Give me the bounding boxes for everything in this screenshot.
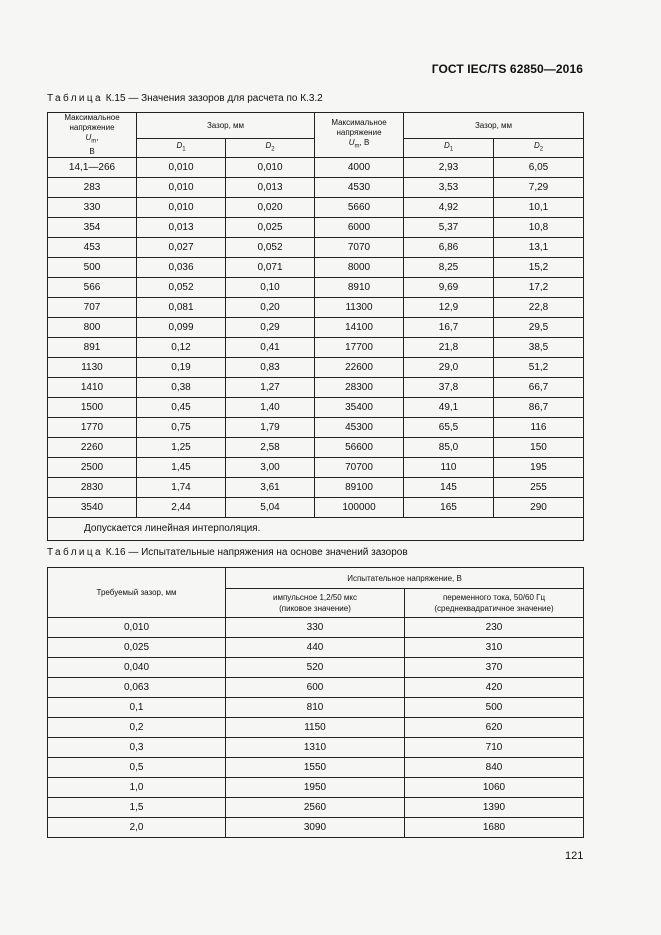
table-cell: 2,0 bbox=[48, 818, 226, 838]
table-cell: 1,5 bbox=[48, 798, 226, 818]
col-max-voltage-right: Максимальное напряжение $U_m$, В bbox=[315, 113, 404, 158]
table-cell: 891 bbox=[48, 337, 137, 357]
table-cell: 116 bbox=[494, 417, 584, 437]
table-row bbox=[48, 497, 584, 517]
col-d2-left: $D_2$ bbox=[226, 139, 315, 158]
table-cell: 1150 bbox=[226, 718, 405, 738]
table-cell: 8910 bbox=[315, 277, 404, 297]
table-cell: 89100 bbox=[315, 477, 404, 497]
table-row bbox=[48, 397, 584, 417]
table-cell: 1,25 bbox=[137, 437, 226, 457]
table-cell: 5,37 bbox=[404, 217, 494, 237]
table-cell: 0,3 bbox=[48, 738, 226, 758]
table-cell: 566 bbox=[48, 277, 137, 297]
table-cell: 620 bbox=[405, 718, 584, 738]
table-cell: 9,69 bbox=[404, 277, 494, 297]
page-number: 121 bbox=[565, 850, 584, 862]
table-cell: 1310 bbox=[226, 738, 405, 758]
table-row bbox=[48, 337, 584, 357]
table-cell: 3,00 bbox=[226, 457, 315, 477]
table-cell: 707 bbox=[48, 297, 137, 317]
table-cell: 0,19 bbox=[137, 357, 226, 377]
table-cell: 1,0 bbox=[48, 778, 226, 798]
table-cell: 7070 bbox=[315, 237, 404, 257]
table-cell: 453 bbox=[48, 237, 137, 257]
table-cell: 370 bbox=[405, 658, 584, 678]
table-cell: 1,45 bbox=[137, 457, 226, 477]
table-row bbox=[48, 257, 584, 277]
table-cell: 56600 bbox=[315, 437, 404, 457]
table-cell: 710 bbox=[405, 738, 584, 758]
table-cell: 3090 bbox=[226, 818, 405, 838]
table-row bbox=[48, 718, 584, 738]
table-cell: 2560 bbox=[226, 798, 405, 818]
table-cell: 0,10 bbox=[226, 277, 315, 297]
table-cell: 0,025 bbox=[226, 217, 315, 237]
caption-text: — Значения зазоров для расчета по К.3.2 bbox=[128, 93, 323, 104]
table-row bbox=[48, 357, 584, 377]
table-cell: 66,7 bbox=[494, 377, 584, 397]
table-cell: 22600 bbox=[315, 357, 404, 377]
table-cell: 21,8 bbox=[404, 337, 494, 357]
table-row bbox=[48, 678, 584, 698]
table-row bbox=[48, 317, 584, 337]
col-impulse: импульсное 1,2/50 мкс (пиковое значение) bbox=[226, 589, 405, 618]
table-cell: 49,1 bbox=[404, 397, 494, 417]
table-row bbox=[48, 698, 584, 718]
table-row bbox=[48, 217, 584, 237]
table-cell: 1770 bbox=[48, 417, 137, 437]
table-cell: 0,38 bbox=[137, 377, 226, 397]
table-cell: 500 bbox=[48, 257, 137, 277]
table-cell: 440 bbox=[226, 638, 405, 658]
table-cell: 0,010 bbox=[226, 157, 315, 177]
table-cell: 0,010 bbox=[48, 618, 226, 638]
table-cell: 283 bbox=[48, 177, 137, 197]
table-row bbox=[48, 177, 584, 197]
caption-number: К.16 bbox=[105, 547, 126, 558]
table-cell: 165 bbox=[404, 497, 494, 517]
caption-text: — Испытательные напряжения на основе значений зазоров bbox=[128, 547, 408, 558]
table-cell: 1,40 bbox=[226, 397, 315, 417]
table-cell: 255 bbox=[494, 477, 584, 497]
table-cell: 1,74 bbox=[137, 477, 226, 497]
table-cell: 0,75 bbox=[137, 417, 226, 437]
table-cell: 6,86 bbox=[404, 237, 494, 257]
table-cell: 1950 bbox=[226, 778, 405, 798]
table-cell: 29,0 bbox=[404, 357, 494, 377]
table-cell: 600 bbox=[226, 678, 405, 698]
table-cell: 810 bbox=[226, 698, 405, 718]
table-cell: 14,1—266 bbox=[48, 157, 137, 177]
table-cell: 100000 bbox=[315, 497, 404, 517]
table-cell: 16,7 bbox=[404, 317, 494, 337]
table-cell: 1130 bbox=[48, 357, 137, 377]
col-gap-right: Зазор, мм bbox=[404, 113, 584, 139]
table-cell: 1,27 bbox=[226, 377, 315, 397]
table-row bbox=[48, 377, 584, 397]
table-k16 bbox=[47, 567, 584, 838]
table-cell: 0,45 bbox=[137, 397, 226, 417]
table-row bbox=[48, 738, 584, 758]
table-cell: 4000 bbox=[315, 157, 404, 177]
table-cell: 330 bbox=[48, 197, 137, 217]
table-row bbox=[48, 818, 584, 838]
table-cell: 45300 bbox=[315, 417, 404, 437]
table-cell: 8,25 bbox=[404, 257, 494, 277]
table-cell: 86,7 bbox=[494, 397, 584, 417]
table-cell: 0,020 bbox=[226, 197, 315, 217]
table-k15 bbox=[47, 112, 584, 541]
table-cell: 420 bbox=[405, 678, 584, 698]
table-cell: 0,20 bbox=[226, 297, 315, 317]
table-cell: 150 bbox=[494, 437, 584, 457]
table-row bbox=[48, 277, 584, 297]
table-cell: 0,071 bbox=[226, 257, 315, 277]
table-cell: 2,44 bbox=[137, 497, 226, 517]
table-cell: 290 bbox=[494, 497, 584, 517]
table-cell: 0,025 bbox=[48, 638, 226, 658]
table-cell: 6000 bbox=[315, 217, 404, 237]
table-cell: 1680 bbox=[405, 818, 584, 838]
table-cell: 11300 bbox=[315, 297, 404, 317]
table-cell: 1410 bbox=[48, 377, 137, 397]
caption-number: К.15 bbox=[105, 93, 126, 104]
table-cell: 0,010 bbox=[137, 177, 226, 197]
table-cell: 0,052 bbox=[137, 277, 226, 297]
table-cell: 7,29 bbox=[494, 177, 584, 197]
table-cell: 0,29 bbox=[226, 317, 315, 337]
table-cell: 3540 bbox=[48, 497, 137, 517]
table-cell: 310 bbox=[405, 638, 584, 658]
table-cell: 2,93 bbox=[404, 157, 494, 177]
table-cell: 2,58 bbox=[226, 437, 315, 457]
table-row bbox=[48, 157, 584, 177]
table-cell: 10,1 bbox=[494, 197, 584, 217]
table-cell: 14100 bbox=[315, 317, 404, 337]
table-row bbox=[48, 197, 584, 217]
table-cell: 230 bbox=[405, 618, 584, 638]
table-cell: 12,9 bbox=[404, 297, 494, 317]
table-cell: 0,099 bbox=[137, 317, 226, 337]
table-cell: 29,5 bbox=[494, 317, 584, 337]
table-cell: 0,2 bbox=[48, 718, 226, 738]
table-cell: 17,2 bbox=[494, 277, 584, 297]
table-cell: 70700 bbox=[315, 457, 404, 477]
table-row bbox=[48, 417, 584, 437]
table-cell: 85,0 bbox=[404, 437, 494, 457]
col-max-voltage-left: Максимальное напряжение $U_m$, В bbox=[48, 113, 137, 158]
table-cell: 0,12 bbox=[137, 337, 226, 357]
table-cell: 28300 bbox=[315, 377, 404, 397]
table-cell: 195 bbox=[494, 457, 584, 477]
table-cell: 0,83 bbox=[226, 357, 315, 377]
table-cell: 3,53 bbox=[404, 177, 494, 197]
table-cell: 0,052 bbox=[226, 237, 315, 257]
table-cell: 4530 bbox=[315, 177, 404, 197]
table-cell: 13,1 bbox=[494, 237, 584, 257]
col-gap-left: Зазор, мм bbox=[137, 113, 315, 139]
table-row bbox=[48, 658, 584, 678]
table-cell: 65,5 bbox=[404, 417, 494, 437]
table-cell: 0,010 bbox=[137, 157, 226, 177]
table-cell: 0,081 bbox=[137, 297, 226, 317]
col-d1-right: $D_1$ bbox=[404, 139, 494, 158]
table-cell: 3,61 bbox=[226, 477, 315, 497]
table-row bbox=[48, 457, 584, 477]
table-cell: 10,8 bbox=[494, 217, 584, 237]
table-cell: 354 bbox=[48, 217, 137, 237]
table-row bbox=[48, 758, 584, 778]
table-cell: 17700 bbox=[315, 337, 404, 357]
table-cell: 1550 bbox=[226, 758, 405, 778]
col-test-voltage: Испытательное напряжение, В bbox=[226, 568, 584, 589]
caption-prefix: Таблица bbox=[47, 93, 104, 104]
table-cell: 0,010 bbox=[137, 197, 226, 217]
standard-header: ГОСТ IEC/TS 62850—2016 bbox=[431, 62, 583, 76]
table-cell: 1060 bbox=[405, 778, 584, 798]
table-cell: 0,013 bbox=[137, 217, 226, 237]
table-cell: 800 bbox=[48, 317, 137, 337]
table-cell: 35400 bbox=[315, 397, 404, 417]
table-cell: 1390 bbox=[405, 798, 584, 818]
table-cell: 38,5 bbox=[494, 337, 584, 357]
table-cell: 22,8 bbox=[494, 297, 584, 317]
table-row bbox=[48, 798, 584, 818]
table-cell: 37,8 bbox=[404, 377, 494, 397]
table-row bbox=[48, 437, 584, 457]
table-cell: 5660 bbox=[315, 197, 404, 217]
table-cell: 2260 bbox=[48, 437, 137, 457]
table-cell: 500 bbox=[405, 698, 584, 718]
table-note: Допускается линейная интерполяция. bbox=[48, 517, 584, 540]
table-cell: 0,41 bbox=[226, 337, 315, 357]
table-cell: 0,063 bbox=[48, 678, 226, 698]
table-row bbox=[48, 618, 584, 638]
table-cell: 0,5 bbox=[48, 758, 226, 778]
table-cell: 5,04 bbox=[226, 497, 315, 517]
col-required-gap: Требуемый зазор, мм bbox=[48, 568, 226, 618]
table-cell: 2500 bbox=[48, 457, 137, 477]
table-cell: 0,027 bbox=[137, 237, 226, 257]
table-cell: 0,1 bbox=[48, 698, 226, 718]
table-cell: 51,2 bbox=[494, 357, 584, 377]
table-cell: 840 bbox=[405, 758, 584, 778]
table-cell: 0,036 bbox=[137, 257, 226, 277]
col-ac: переменного тока, 50/60 Гц (среднеквадратичное значение) bbox=[405, 589, 584, 618]
table-row bbox=[48, 477, 584, 497]
table-k16-caption bbox=[47, 547, 408, 558]
table-row bbox=[48, 297, 584, 317]
table-cell: 8000 bbox=[315, 257, 404, 277]
table-row bbox=[48, 237, 584, 257]
table-row bbox=[48, 778, 584, 798]
table-cell: 520 bbox=[226, 658, 405, 678]
table-cell: 6,05 bbox=[494, 157, 584, 177]
table-cell: 1500 bbox=[48, 397, 137, 417]
table-cell: 2830 bbox=[48, 477, 137, 497]
caption-prefix: Таблица bbox=[47, 547, 104, 558]
table-cell: 330 bbox=[226, 618, 405, 638]
table-row bbox=[48, 638, 584, 658]
table-cell: 1,79 bbox=[226, 417, 315, 437]
table-cell: 0,040 bbox=[48, 658, 226, 678]
table-cell: 145 bbox=[404, 477, 494, 497]
table-cell: 110 bbox=[404, 457, 494, 477]
col-d2-right: $D_2$ bbox=[494, 139, 584, 158]
table-cell: 0,013 bbox=[226, 177, 315, 197]
table-k15-caption bbox=[47, 93, 323, 104]
col-d1-left: $D_1$ bbox=[137, 139, 226, 158]
table-cell: 4,92 bbox=[404, 197, 494, 217]
table-cell: 15,2 bbox=[494, 257, 584, 277]
